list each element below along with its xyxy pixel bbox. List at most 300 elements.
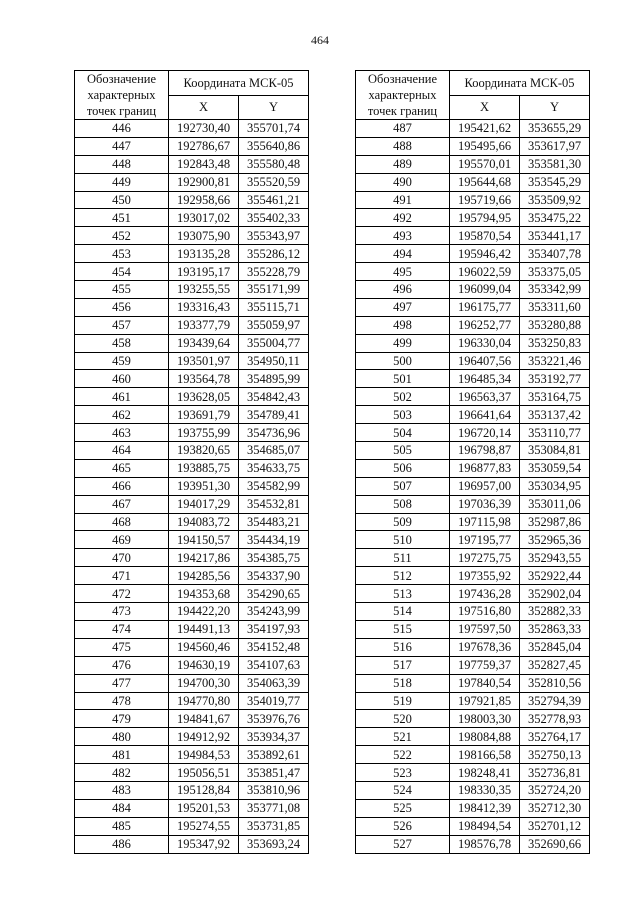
x-coordinate-cell: 193255,55 (169, 281, 239, 299)
table-row (356, 316, 590, 334)
point-number-cell: 502 (356, 388, 450, 406)
x-coordinate-cell: 196641,64 (450, 406, 520, 424)
y-coordinate-cell: 352701,12 (520, 817, 590, 835)
y-coordinate-cell: 354633,75 (239, 459, 309, 477)
table-row (75, 442, 309, 460)
table-row (75, 710, 309, 728)
x-coordinate-cell: 198412,39 (450, 799, 520, 817)
y-coordinate-cell: 352827,45 (520, 656, 590, 674)
table-row (356, 209, 590, 227)
point-number-cell: 488 (356, 137, 450, 155)
x-coordinate-cell: 198494,54 (450, 817, 520, 835)
table-row (75, 835, 309, 853)
x-coordinate-cell: 195201,53 (169, 799, 239, 817)
x-coordinate-cell: 195128,84 (169, 781, 239, 799)
table-row (75, 298, 309, 316)
point-number-cell: 459 (75, 352, 169, 370)
y-coordinate-cell: 352902,04 (520, 585, 590, 603)
table-row (356, 281, 590, 299)
y-coordinate-cell: 352863,33 (520, 620, 590, 638)
point-number-cell: 493 (356, 227, 450, 245)
point-number-cell: 526 (356, 817, 450, 835)
table-row (75, 334, 309, 352)
y-coordinate-cell: 354842,43 (239, 388, 309, 406)
point-number-cell: 463 (75, 424, 169, 442)
x-coordinate-cell: 195570,01 (450, 155, 520, 173)
y-coordinate-cell: 353250,83 (520, 334, 590, 352)
table-row (356, 263, 590, 281)
x-coordinate-cell: 193017,02 (169, 209, 239, 227)
y-coordinate-cell: 354685,07 (239, 442, 309, 460)
table-row (356, 603, 590, 621)
table-row (75, 388, 309, 406)
x-coordinate-cell: 193951,30 (169, 477, 239, 495)
x-coordinate-cell: 195056,51 (169, 764, 239, 782)
x-coordinate-cell: 196407,56 (450, 352, 520, 370)
x-coordinate-cell: 197195,77 (450, 531, 520, 549)
point-number-cell: 470 (75, 549, 169, 567)
y-coordinate-cell: 355402,33 (239, 209, 309, 227)
y-coordinate-cell: 352750,13 (520, 746, 590, 764)
point-number-cell: 498 (356, 316, 450, 334)
table-row (356, 817, 590, 835)
point-number-cell: 486 (75, 835, 169, 853)
y-coordinate-cell: 354736,96 (239, 424, 309, 442)
y-coordinate-cell: 353110,77 (520, 424, 590, 442)
y-coordinate-cell: 354532,81 (239, 495, 309, 513)
x-coordinate-cell: 196798,87 (450, 442, 520, 460)
table-row (356, 477, 590, 495)
x-coordinate-cell: 198166,58 (450, 746, 520, 764)
x-coordinate-cell: 196957,00 (450, 477, 520, 495)
y-coordinate-cell: 354789,41 (239, 406, 309, 424)
y-coordinate-cell: 354895,99 (239, 370, 309, 388)
point-number-cell: 464 (75, 442, 169, 460)
x-coordinate-cell: 196877,83 (450, 459, 520, 477)
table-row (75, 638, 309, 656)
point-number-cell: 525 (356, 799, 450, 817)
point-number-cell: 452 (75, 227, 169, 245)
point-number-cell: 506 (356, 459, 450, 477)
point-number-cell: 523 (356, 764, 450, 782)
y-coordinate-cell: 355461,21 (239, 191, 309, 209)
table-row (356, 549, 590, 567)
y-coordinate-cell: 352778,93 (520, 710, 590, 728)
point-number-cell: 462 (75, 406, 169, 424)
header-x: X (169, 95, 239, 120)
point-number-cell: 508 (356, 495, 450, 513)
y-coordinate-cell: 354243,99 (239, 603, 309, 621)
table-row (75, 799, 309, 817)
table-row (75, 781, 309, 799)
y-coordinate-cell: 353581,30 (520, 155, 590, 173)
x-coordinate-cell: 197921,85 (450, 692, 520, 710)
x-coordinate-cell: 194984,53 (169, 746, 239, 764)
table-row (356, 424, 590, 442)
x-coordinate-cell: 193885,75 (169, 459, 239, 477)
y-coordinate-cell: 353617,97 (520, 137, 590, 155)
table-row (356, 585, 590, 603)
point-number-cell: 477 (75, 674, 169, 692)
x-coordinate-cell: 193755,99 (169, 424, 239, 442)
y-coordinate-cell: 353545,29 (520, 173, 590, 191)
table-row (75, 585, 309, 603)
y-coordinate-cell: 352922,44 (520, 567, 590, 585)
point-number-cell: 507 (356, 477, 450, 495)
x-coordinate-cell: 192730,40 (169, 120, 239, 138)
table-row (356, 764, 590, 782)
table-row (75, 173, 309, 191)
table-row (356, 388, 590, 406)
point-number-cell: 497 (356, 298, 450, 316)
point-number-cell: 471 (75, 567, 169, 585)
x-coordinate-cell: 193628,05 (169, 388, 239, 406)
table-row (356, 710, 590, 728)
y-coordinate-cell: 353771,08 (239, 799, 309, 817)
x-coordinate-cell: 196485,34 (450, 370, 520, 388)
point-number-cell: 456 (75, 298, 169, 316)
y-coordinate-cell: 355004,77 (239, 334, 309, 352)
table-row (356, 746, 590, 764)
y-coordinate-cell: 353280,88 (520, 316, 590, 334)
x-coordinate-cell: 197678,36 (450, 638, 520, 656)
x-coordinate-cell: 194422,20 (169, 603, 239, 621)
y-coordinate-cell: 353509,92 (520, 191, 590, 209)
x-coordinate-cell: 198248,41 (450, 764, 520, 782)
x-coordinate-cell: 195946,42 (450, 245, 520, 263)
point-number-cell: 512 (356, 567, 450, 585)
y-coordinate-cell: 353934,37 (239, 728, 309, 746)
y-coordinate-cell: 355520,59 (239, 173, 309, 191)
y-coordinate-cell: 352724,20 (520, 781, 590, 799)
y-coordinate-cell: 353084,81 (520, 442, 590, 460)
table-row (356, 620, 590, 638)
y-coordinate-cell: 354385,75 (239, 549, 309, 567)
x-coordinate-cell: 196330,04 (450, 334, 520, 352)
point-number-cell: 485 (75, 817, 169, 835)
point-number-cell: 487 (356, 120, 450, 138)
table-row (356, 531, 590, 549)
table-row (356, 120, 590, 138)
x-coordinate-cell: 196175,77 (450, 298, 520, 316)
point-number-cell: 450 (75, 191, 169, 209)
point-number-cell: 483 (75, 781, 169, 799)
table-row (356, 495, 590, 513)
table-row (356, 674, 590, 692)
header-x: X (450, 95, 520, 120)
y-coordinate-cell: 353892,61 (239, 746, 309, 764)
table-row (75, 424, 309, 442)
x-coordinate-cell: 197597,50 (450, 620, 520, 638)
point-number-cell: 495 (356, 263, 450, 281)
table-row (75, 316, 309, 334)
point-number-cell: 510 (356, 531, 450, 549)
table-row (356, 728, 590, 746)
point-number-cell: 481 (75, 746, 169, 764)
table-row (75, 692, 309, 710)
table-row (356, 513, 590, 531)
x-coordinate-cell: 198330,35 (450, 781, 520, 799)
y-coordinate-cell: 353164,75 (520, 388, 590, 406)
x-coordinate-cell: 195421,62 (450, 120, 520, 138)
coordinates-table-left (74, 70, 309, 854)
y-coordinate-cell: 353342,99 (520, 281, 590, 299)
table-row (356, 245, 590, 263)
y-coordinate-cell: 354290,65 (239, 585, 309, 603)
point-number-cell: 505 (356, 442, 450, 460)
table-row (75, 513, 309, 531)
point-number-cell: 503 (356, 406, 450, 424)
x-coordinate-cell: 193135,28 (169, 245, 239, 263)
point-number-cell: 482 (75, 764, 169, 782)
point-number-cell: 513 (356, 585, 450, 603)
y-coordinate-cell: 353693,24 (239, 835, 309, 853)
x-coordinate-cell: 196720,14 (450, 424, 520, 442)
x-coordinate-cell: 193377,79 (169, 316, 239, 334)
point-number-cell: 465 (75, 459, 169, 477)
y-coordinate-cell: 354434,19 (239, 531, 309, 549)
table-row (75, 531, 309, 549)
point-number-cell: 494 (356, 245, 450, 263)
x-coordinate-cell: 192900,81 (169, 173, 239, 191)
x-coordinate-cell: 193564,78 (169, 370, 239, 388)
header-point-label: Обозначение характерных точек границ (356, 71, 450, 120)
y-coordinate-cell: 354337,90 (239, 567, 309, 585)
point-number-cell: 521 (356, 728, 450, 746)
x-coordinate-cell: 198003,30 (450, 710, 520, 728)
table-row (356, 835, 590, 853)
y-coordinate-cell: 353192,77 (520, 370, 590, 388)
y-coordinate-cell: 353311,60 (520, 298, 590, 316)
point-number-cell: 492 (356, 209, 450, 227)
y-coordinate-cell: 352987,86 (520, 513, 590, 531)
table-row (356, 298, 590, 316)
x-coordinate-cell: 194700,30 (169, 674, 239, 692)
table-row (75, 567, 309, 585)
x-coordinate-cell: 197115,98 (450, 513, 520, 531)
y-coordinate-cell: 354197,93 (239, 620, 309, 638)
x-coordinate-cell: 192786,67 (169, 137, 239, 155)
point-number-cell: 520 (356, 710, 450, 728)
table-row (75, 227, 309, 245)
y-coordinate-cell: 352794,39 (520, 692, 590, 710)
x-coordinate-cell: 192958,66 (169, 191, 239, 209)
x-coordinate-cell: 193691,79 (169, 406, 239, 424)
x-coordinate-cell: 193195,17 (169, 263, 239, 281)
point-number-cell: 480 (75, 728, 169, 746)
y-coordinate-cell: 355701,74 (239, 120, 309, 138)
x-coordinate-cell: 195870,54 (450, 227, 520, 245)
point-number-cell: 475 (75, 638, 169, 656)
y-coordinate-cell: 353475,22 (520, 209, 590, 227)
point-number-cell: 490 (356, 173, 450, 191)
y-coordinate-cell: 353137,42 (520, 406, 590, 424)
y-coordinate-cell: 353851,47 (239, 764, 309, 782)
point-number-cell: 524 (356, 781, 450, 799)
table-row (75, 746, 309, 764)
point-number-cell: 515 (356, 620, 450, 638)
point-number-cell: 467 (75, 495, 169, 513)
header-coord-label: Координата МСК-05 (450, 71, 590, 96)
table-row (75, 370, 309, 388)
x-coordinate-cell: 196022,59 (450, 263, 520, 281)
y-coordinate-cell: 354582,99 (239, 477, 309, 495)
x-coordinate-cell: 195495,66 (450, 137, 520, 155)
point-number-cell: 478 (75, 692, 169, 710)
point-number-cell: 501 (356, 370, 450, 388)
y-coordinate-cell: 352845,04 (520, 638, 590, 656)
y-coordinate-cell: 355171,99 (239, 281, 309, 299)
point-number-cell: 522 (356, 746, 450, 764)
point-number-cell: 484 (75, 799, 169, 817)
y-coordinate-cell: 355115,71 (239, 298, 309, 316)
table-row (356, 137, 590, 155)
y-coordinate-cell: 353034,95 (520, 477, 590, 495)
point-number-cell: 511 (356, 549, 450, 567)
x-coordinate-cell: 194017,29 (169, 495, 239, 513)
x-coordinate-cell: 197840,54 (450, 674, 520, 692)
y-coordinate-cell: 354107,63 (239, 656, 309, 674)
table-row (356, 352, 590, 370)
x-coordinate-cell: 194285,56 (169, 567, 239, 585)
table-row (356, 406, 590, 424)
point-number-cell: 519 (356, 692, 450, 710)
x-coordinate-cell: 194630,19 (169, 656, 239, 674)
header-point-label: Обозначение характерных точек границ (75, 71, 169, 120)
point-number-cell: 527 (356, 835, 450, 853)
y-coordinate-cell: 353059,54 (520, 459, 590, 477)
x-coordinate-cell: 195347,92 (169, 835, 239, 853)
y-coordinate-cell: 354063,39 (239, 674, 309, 692)
x-coordinate-cell: 194770,80 (169, 692, 239, 710)
point-number-cell: 491 (356, 191, 450, 209)
y-coordinate-cell: 353011,06 (520, 495, 590, 513)
table-row (356, 370, 590, 388)
table-row (75, 137, 309, 155)
point-number-cell: 447 (75, 137, 169, 155)
x-coordinate-cell: 193501,97 (169, 352, 239, 370)
table-row (75, 728, 309, 746)
y-coordinate-cell: 352764,17 (520, 728, 590, 746)
point-number-cell: 458 (75, 334, 169, 352)
point-number-cell: 517 (356, 656, 450, 674)
point-number-cell: 489 (356, 155, 450, 173)
y-coordinate-cell: 355343,97 (239, 227, 309, 245)
x-coordinate-cell: 195719,66 (450, 191, 520, 209)
point-number-cell: 454 (75, 263, 169, 281)
y-coordinate-cell: 354152,48 (239, 638, 309, 656)
y-coordinate-cell: 352943,55 (520, 549, 590, 567)
table-row (75, 764, 309, 782)
table-row (75, 120, 309, 138)
point-number-cell: 474 (75, 620, 169, 638)
x-coordinate-cell: 195794,95 (450, 209, 520, 227)
y-coordinate-cell: 352810,56 (520, 674, 590, 692)
point-number-cell: 455 (75, 281, 169, 299)
x-coordinate-cell: 198576,78 (450, 835, 520, 853)
table-row (75, 620, 309, 638)
table-row (75, 155, 309, 173)
header-coord-label: Координата МСК-05 (169, 71, 309, 96)
table-row (356, 781, 590, 799)
point-number-cell: 516 (356, 638, 450, 656)
y-coordinate-cell: 354019,77 (239, 692, 309, 710)
point-number-cell: 514 (356, 603, 450, 621)
y-coordinate-cell: 352712,30 (520, 799, 590, 817)
x-coordinate-cell: 197036,39 (450, 495, 520, 513)
point-number-cell: 504 (356, 424, 450, 442)
point-number-cell: 448 (75, 155, 169, 173)
x-coordinate-cell: 196099,04 (450, 281, 520, 299)
x-coordinate-cell: 194491,13 (169, 620, 239, 638)
table-row (75, 209, 309, 227)
point-number-cell: 449 (75, 173, 169, 191)
x-coordinate-cell: 197759,37 (450, 656, 520, 674)
table-row (356, 191, 590, 209)
y-coordinate-cell: 353810,96 (239, 781, 309, 799)
y-coordinate-cell: 355580,48 (239, 155, 309, 173)
x-coordinate-cell: 195274,55 (169, 817, 239, 835)
table-row (75, 495, 309, 513)
x-coordinate-cell: 193820,65 (169, 442, 239, 460)
point-number-cell: 469 (75, 531, 169, 549)
y-coordinate-cell: 355286,12 (239, 245, 309, 263)
table-row (75, 674, 309, 692)
x-coordinate-cell: 196563,37 (450, 388, 520, 406)
x-coordinate-cell: 194560,46 (169, 638, 239, 656)
table-row (356, 155, 590, 173)
x-coordinate-cell: 197436,28 (450, 585, 520, 603)
point-number-cell: 509 (356, 513, 450, 531)
point-number-cell: 479 (75, 710, 169, 728)
table-row (356, 799, 590, 817)
y-coordinate-cell: 352690,66 (520, 835, 590, 853)
y-coordinate-cell: 355059,97 (239, 316, 309, 334)
header-y: Y (239, 95, 309, 120)
table-row (75, 459, 309, 477)
x-coordinate-cell: 193075,90 (169, 227, 239, 245)
table-row (75, 549, 309, 567)
point-number-cell: 500 (356, 352, 450, 370)
y-coordinate-cell: 353375,05 (520, 263, 590, 281)
y-coordinate-cell: 352882,33 (520, 603, 590, 621)
table-row (75, 817, 309, 835)
y-coordinate-cell: 355640,86 (239, 137, 309, 155)
table-row (356, 442, 590, 460)
x-coordinate-cell: 194217,86 (169, 549, 239, 567)
x-coordinate-cell: 193439,64 (169, 334, 239, 352)
x-coordinate-cell: 194912,92 (169, 728, 239, 746)
point-number-cell: 472 (75, 585, 169, 603)
coordinates-table-right (355, 70, 590, 854)
y-coordinate-cell: 352736,81 (520, 764, 590, 782)
point-number-cell: 496 (356, 281, 450, 299)
x-coordinate-cell: 198084,88 (450, 728, 520, 746)
x-coordinate-cell: 192843,48 (169, 155, 239, 173)
table-row (75, 263, 309, 281)
point-number-cell: 453 (75, 245, 169, 263)
y-coordinate-cell: 354950,11 (239, 352, 309, 370)
table-row (75, 191, 309, 209)
x-coordinate-cell: 194841,67 (169, 710, 239, 728)
point-number-cell: 476 (75, 656, 169, 674)
x-coordinate-cell: 197516,80 (450, 603, 520, 621)
table-row (356, 173, 590, 191)
table-row (356, 459, 590, 477)
table-row (356, 334, 590, 352)
point-number-cell: 446 (75, 120, 169, 138)
table-row (356, 227, 590, 245)
